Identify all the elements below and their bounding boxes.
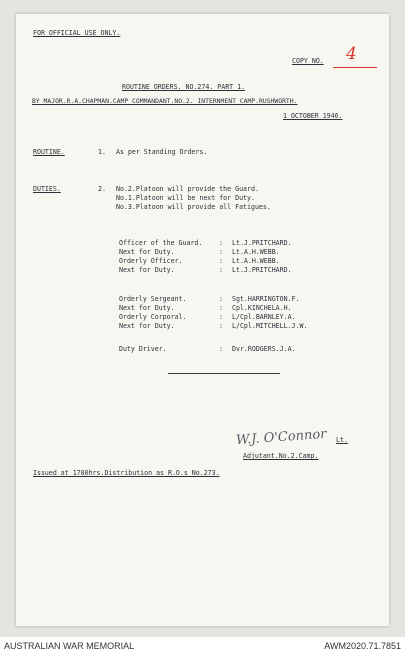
by-line: BY MAJOR.R.A.CHAPMAN.CAMP COMMANDANT.NO.2. INTERNMENT CAMP.RUSHWORTH. bbox=[32, 97, 298, 105]
officer-role: Officer of the Guard. bbox=[119, 239, 203, 247]
duties-line: No.2.Platoon will provide the Guard. bbox=[116, 185, 259, 193]
officer-sep: : bbox=[219, 248, 223, 256]
handwritten-signature: W.J. O'Connor bbox=[235, 426, 327, 449]
officer-name: Lt.A.H.WEBB. bbox=[232, 257, 280, 265]
orderly-name: L/Cpl.MITCHELL.J.W. bbox=[232, 322, 308, 330]
officer-role: Next for Duty. bbox=[119, 266, 175, 274]
classification-label: FOR OFFICIAL USE ONLY. bbox=[33, 29, 121, 37]
duties-heading: DUTIES. bbox=[33, 185, 61, 193]
officer-role: Next for Duty. bbox=[119, 248, 175, 256]
driver-role: Duty Driver. bbox=[119, 345, 167, 353]
orderly-role: Orderly Corporal. bbox=[119, 313, 187, 321]
routine-heading: ROUTINE. bbox=[33, 148, 65, 156]
duties-line: No.1.Platoon will be next for Duty. bbox=[116, 194, 255, 202]
orderly-role: Orderly Sergeant. bbox=[119, 295, 187, 303]
document-title: ROUTINE ORDERS. NO.274. PART 1. bbox=[122, 83, 246, 91]
document-date: 1 OCTOBER 1946. bbox=[283, 112, 343, 120]
officer-role: Orderly Officer. bbox=[119, 257, 183, 265]
copy-label: COPY NO. bbox=[292, 57, 324, 65]
officer-sep: : bbox=[219, 239, 223, 247]
officer-name: Lt.J.PRITCHARD. bbox=[232, 266, 292, 274]
footer-accession-number: AWM2020.71.7851 bbox=[324, 641, 401, 651]
footer-institution: AUSTRALIAN WAR MEMORIAL bbox=[4, 641, 135, 651]
section-divider bbox=[168, 373, 280, 374]
orderly-sep: : bbox=[219, 304, 223, 312]
signature-rank: Lt. bbox=[336, 436, 348, 444]
officer-sep: : bbox=[219, 257, 223, 265]
orderly-role: Next for Duty. bbox=[119, 322, 175, 330]
copy-number-underline bbox=[333, 67, 377, 68]
document-sheet bbox=[16, 14, 389, 626]
routine-text: As per Standing Orders. bbox=[116, 148, 208, 156]
routine-number: 1. bbox=[98, 148, 106, 156]
adjutant-title: Adjutant.No.2.Camp. bbox=[243, 452, 319, 460]
orderly-sep: : bbox=[219, 295, 223, 303]
duties-number: 2. bbox=[98, 185, 106, 193]
orderly-sep: : bbox=[219, 313, 223, 321]
officer-name: Lt.A.H.WEBB. bbox=[232, 248, 280, 256]
driver-name: Dvr.RODGERS.J.A. bbox=[232, 345, 296, 353]
orderly-name: Cpl.KINCHELA.H. bbox=[232, 304, 292, 312]
orderly-sep: : bbox=[219, 322, 223, 330]
officer-sep: : bbox=[219, 266, 223, 274]
orderly-name: Sgt.HARRINGTON.F. bbox=[232, 295, 300, 303]
officer-name: Lt.J.PRITCHARD. bbox=[232, 239, 292, 247]
driver-sep: : bbox=[219, 345, 223, 353]
copy-number: 4 bbox=[346, 44, 357, 64]
orderly-role: Next for Duty. bbox=[119, 304, 175, 312]
duties-line: No.3.Platoon will provide all Fatigues. bbox=[116, 203, 271, 211]
orderly-name: L/Cpl.BARNLEY.A. bbox=[232, 313, 296, 321]
issued-line: Issued at 1700hrs.Distribution as R.O.s No.273. bbox=[33, 469, 220, 477]
